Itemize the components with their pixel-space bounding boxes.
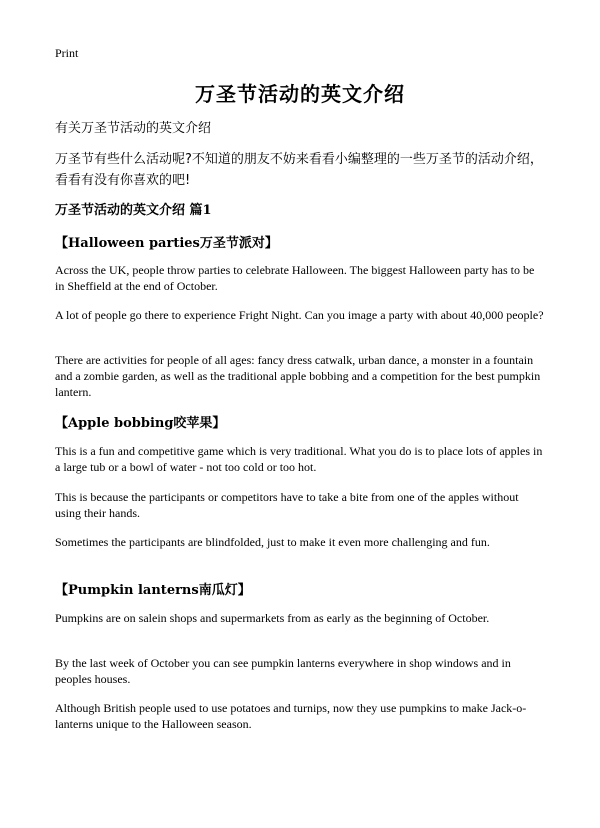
paragraph: A lot of people go there to experience Fright Night. Can you image a party with about 40,000 people? [55,308,544,322]
paragraph: This is a fun and competitive game which is very traditional. What you do is to place lots of apples in a large tub or a bowl of water - not too cold or too hot. [55,444,543,474]
paragraph: Pumpkins are on salein shops and supermarkets from as early as the beginning of October. [55,611,490,625]
page-title: 万圣节活动的英文介绍 [195,82,405,106]
heading-pumpkin-lanterns: 【Pumpkin lanterns南瓜灯】 [55,583,251,598]
paragraph: This is because the participants or competitors have to take a bite from one of the apples without using their hands. [55,490,519,520]
print-label[interactable]: Print [55,46,79,60]
paragraph: There are activities for people of all ages: fancy dress catwalk, urban dance, a monster in a fountain and a zombie garden, as well as the traditional apple bobbing and a competition for the best pumpkin lantern. [55,353,541,399]
paragraph: By the last week of October you can see pumpkin lanterns everywhere in shop windows and in peoples houses. [55,656,511,686]
paragraph: Across the UK, people throw parties to celebrate Halloween. The biggest Halloween party has to be in Sheffield at the end of October. [55,263,535,293]
subtitle: 有关万圣节活动的英文介绍 [55,121,212,136]
paragraph: Sometimes the participants are blindfolded, just to make it even more challenging and fun. [55,535,490,549]
heading-apple-bobbing: 【Apple bobbing咬苹果】 [55,416,226,431]
paragraph: Although British people used to use potatoes and turnips, now they use pumpkins to make Jack-o-lanterns unique to the Halloween season. [55,701,527,731]
section-title: 万圣节活动的英文介绍 篇1 [55,203,212,218]
heading-halloween-parties: 【Halloween parties万圣节派对】 [55,236,278,251]
intro-paragraph: 万圣节有些什么活动呢?不知道的朋友不妨来看看小编整理的一些万圣节的活动介绍，看看有没有你喜欢的吧! [55,152,543,188]
